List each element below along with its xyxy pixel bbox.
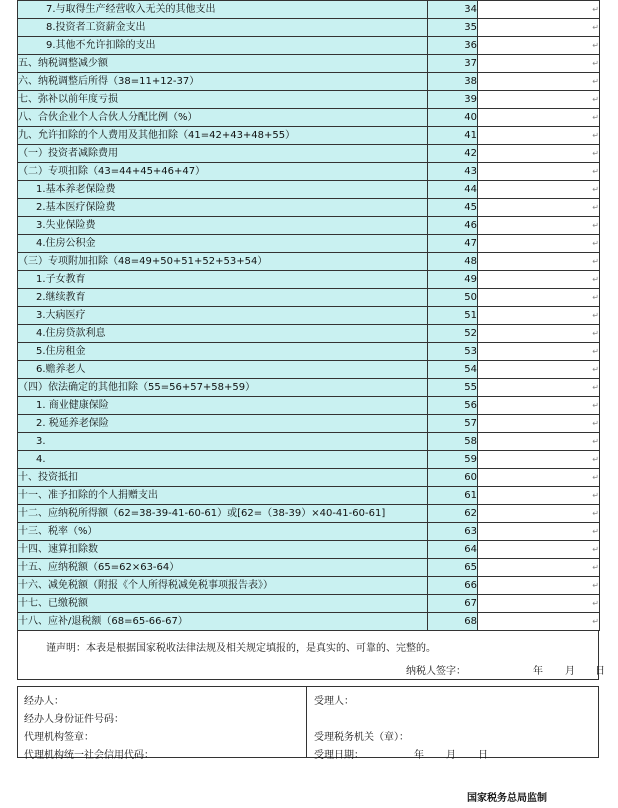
row-item-label: 1.基本养老保险费 — [18, 181, 428, 199]
row-item-label: 5.住房租金 — [18, 343, 428, 361]
footer-divider — [306, 687, 307, 757]
row-item-label: 9.其他不允许扣除的支出 — [18, 37, 428, 55]
row-number: 34 — [428, 1, 478, 19]
paragraph-mark-icon: ↵ — [592, 419, 599, 428]
row-item-label: 4.住房公积金 — [18, 235, 428, 253]
row-item-label: （二）专项扣除（43=44+45+46+47） — [18, 163, 428, 181]
tax-form-table — [17, 0, 600, 631]
row-number: 39 — [428, 91, 478, 109]
row-amount-field[interactable] — [478, 1, 600, 19]
tax-form-rows — [18, 1, 600, 631]
row-amount-field[interactable] — [478, 145, 600, 163]
row-number: 35 — [428, 19, 478, 37]
form-row — [18, 469, 600, 487]
form-row — [18, 433, 600, 451]
row-number: 58 — [428, 433, 478, 451]
paragraph-mark-icon: ↵ — [592, 131, 599, 140]
row-number: 44 — [428, 181, 478, 199]
paragraph-mark-icon: ↵ — [592, 293, 599, 302]
handling-info-block — [17, 686, 599, 761]
row-item-label: 十六、减免税额（附报《个人所得税减免税事项报告表》） — [18, 577, 428, 595]
declaration-day-label: 日 — [595, 666, 605, 677]
row-amount-field[interactable] — [478, 163, 600, 181]
paragraph-mark-icon: ↵ — [592, 545, 599, 554]
paragraph-mark-icon: ↵ — [592, 527, 599, 536]
row-item-label: （四）依法确定的其他扣除（55=56+57+58+59） — [18, 379, 428, 397]
row-amount-field[interactable] — [478, 253, 600, 271]
paragraph-mark-icon: ↵ — [592, 599, 599, 608]
row-amount-field[interactable] — [478, 433, 600, 451]
row-amount-field[interactable] — [478, 325, 600, 343]
row-amount-field[interactable] — [478, 127, 600, 145]
declaration-year-label: 年 — [533, 666, 543, 677]
row-amount-field[interactable] — [478, 523, 600, 541]
row-item-label: 3.大病医疗 — [18, 307, 428, 325]
row-amount-field[interactable] — [478, 505, 600, 523]
form-row — [18, 577, 600, 595]
row-amount-field[interactable] — [478, 559, 600, 577]
row-number: 49 — [428, 271, 478, 289]
row-item-label: 1.子女教育 — [18, 271, 428, 289]
paragraph-mark-icon: ↵ — [592, 617, 599, 626]
form-row — [18, 613, 600, 631]
paragraph-mark-icon: ↵ — [592, 401, 599, 410]
form-row — [18, 163, 600, 181]
receiver-label: 受理人： — [314, 696, 354, 707]
form-row — [18, 379, 600, 397]
form-row — [18, 523, 600, 541]
row-item-label: 五、纳税调整减少额 — [18, 55, 428, 73]
form-row — [18, 415, 600, 433]
row-item-label: 十一、准予扣除的个人捐赠支出 — [18, 487, 428, 505]
row-number: 46 — [428, 217, 478, 235]
row-amount-field[interactable] — [478, 541, 600, 559]
row-amount-field[interactable] — [478, 289, 600, 307]
paragraph-mark-icon: ↵ — [592, 149, 599, 158]
paragraph-mark-icon: ↵ — [592, 221, 599, 230]
paragraph-mark-icon: ↵ — [592, 257, 599, 266]
paragraph-mark-icon: ↵ — [592, 185, 599, 194]
row-item-label: 六、纳税调整后所得（38=11+12-37） — [18, 73, 428, 91]
row-amount-field[interactable] — [478, 37, 600, 55]
form-row — [18, 253, 600, 271]
row-number: 50 — [428, 289, 478, 307]
agent-label: 经办人： — [24, 696, 64, 707]
form-row — [18, 505, 600, 523]
paragraph-mark-icon: ↵ — [592, 563, 599, 572]
form-row — [18, 109, 600, 127]
form-row — [18, 91, 600, 109]
paragraph-mark-icon: ↵ — [592, 455, 599, 464]
form-row — [18, 397, 600, 415]
row-number: 66 — [428, 577, 478, 595]
row-number: 40 — [428, 109, 478, 127]
row-item-label: 十三、税率（%） — [18, 523, 428, 541]
tax-office-label: 受理税务机关（章）： — [314, 732, 409, 743]
receive-day-label: 日 — [478, 750, 488, 761]
agency-seal-label: 代理机构签章： — [24, 732, 94, 743]
form-row — [18, 73, 600, 91]
paragraph-mark-icon: ↵ — [592, 5, 599, 14]
receive-date-label: 受理日期： — [314, 750, 364, 761]
agency-code-label: 代理机构统一社会信用代码： — [24, 750, 154, 761]
paragraph-mark-icon: ↵ — [592, 239, 599, 248]
row-item-label: 3.失业保险费 — [18, 217, 428, 235]
paragraph-mark-icon: ↵ — [592, 95, 599, 104]
form-row — [18, 1, 600, 19]
form-row — [18, 181, 600, 199]
paragraph-mark-icon: ↵ — [592, 347, 599, 356]
row-number: 53 — [428, 343, 478, 361]
row-amount-field[interactable] — [478, 487, 600, 505]
form-row — [18, 487, 600, 505]
row-amount-field[interactable] — [478, 451, 600, 469]
paragraph-mark-icon: ↵ — [592, 167, 599, 176]
form-row — [18, 361, 600, 379]
row-item-label: （一）投资者减除费用 — [18, 145, 428, 163]
paragraph-mark-icon: ↵ — [592, 311, 599, 320]
row-number: 61 — [428, 487, 478, 505]
form-row — [18, 217, 600, 235]
row-number: 65 — [428, 559, 478, 577]
row-item-label: 八、合伙企业个人合伙人分配比例（%） — [18, 109, 428, 127]
row-number: 60 — [428, 469, 478, 487]
form-row — [18, 451, 600, 469]
row-item-label: 十八、应补/退税额（68=65-66-67） — [18, 613, 428, 631]
row-item-label: 九、允许扣除的个人费用及其他扣除（41=42+43+48+55） — [18, 127, 428, 145]
declaration-month-label: 月 — [565, 666, 575, 677]
row-amount-field[interactable] — [478, 19, 600, 37]
row-amount-field[interactable] — [478, 397, 600, 415]
agent-id-label: 经办人身份证件号码： — [24, 714, 124, 725]
tax-form-sheet — [17, 0, 605, 761]
declaration-block — [17, 631, 605, 680]
row-number: 52 — [428, 325, 478, 343]
row-number: 54 — [428, 361, 478, 379]
receive-month-label: 月 — [446, 750, 456, 761]
paragraph-mark-icon: ↵ — [592, 365, 599, 374]
form-row — [18, 19, 600, 37]
row-amount-field[interactable] — [478, 199, 600, 217]
row-item-label: 4.住房贷款利息 — [18, 325, 428, 343]
row-amount-field[interactable] — [478, 271, 600, 289]
issuing-bureau: 国家税务总局监制 — [467, 793, 547, 804]
row-amount-field[interactable] — [478, 235, 600, 253]
row-item-label: 七、弥补以前年度亏损 — [18, 91, 428, 109]
row-item-label: 2. 税延养老保险 — [18, 415, 428, 433]
row-number: 43 — [428, 163, 478, 181]
row-amount-field[interactable] — [478, 343, 600, 361]
row-number: 63 — [428, 523, 478, 541]
row-number: 68 — [428, 613, 478, 631]
form-row — [18, 235, 600, 253]
form-row — [18, 325, 600, 343]
form-row — [18, 595, 600, 613]
row-number: 41 — [428, 127, 478, 145]
row-amount-field[interactable] — [478, 613, 600, 631]
form-row — [18, 37, 600, 55]
row-number: 56 — [428, 397, 478, 415]
row-item-label: 4. — [18, 451, 428, 469]
row-number: 38 — [428, 73, 478, 91]
row-item-label: 8.投资者工资薪金支出 — [18, 19, 428, 37]
row-amount-field[interactable] — [478, 577, 600, 595]
row-number: 37 — [428, 55, 478, 73]
paragraph-mark-icon: ↵ — [592, 113, 599, 122]
row-item-label: 十五、应纳税额（65=62×63-64） — [18, 559, 428, 577]
paragraph-mark-icon: ↵ — [592, 509, 599, 518]
taxpayer-signature-label: 纳税人签字： — [406, 666, 466, 677]
paragraph-mark-icon: ↵ — [592, 329, 599, 338]
declaration-statement: 谨声明：本表是根据国家税收法律法规及相关规定填报的，是真实的、可靠的、完整的。 — [46, 643, 436, 654]
paragraph-mark-icon: ↵ — [592, 203, 599, 212]
form-row — [18, 127, 600, 145]
paragraph-mark-icon: ↵ — [592, 275, 599, 284]
row-amount-field[interactable] — [478, 415, 600, 433]
row-item-label: 十、投资抵扣 — [18, 469, 428, 487]
paragraph-mark-icon: ↵ — [592, 41, 599, 50]
row-number: 62 — [428, 505, 478, 523]
row-item-label: 十七、已缴税额 — [18, 595, 428, 613]
row-item-label: 6.赡养老人 — [18, 361, 428, 379]
row-item-label: 3. — [18, 433, 428, 451]
row-amount-field[interactable] — [478, 469, 600, 487]
row-amount-field[interactable] — [478, 109, 600, 127]
receive-year-label: 年 — [414, 750, 424, 761]
row-item-label: 十二、应纳税所得额（62=38-39-41-60-61）或[62=（38-39）×40-41-60-61] — [18, 505, 428, 523]
paragraph-mark-icon: ↵ — [592, 23, 599, 32]
row-number: 59 — [428, 451, 478, 469]
row-number: 57 — [428, 415, 478, 433]
row-number: 47 — [428, 235, 478, 253]
row-number: 64 — [428, 541, 478, 559]
form-row — [18, 307, 600, 325]
row-number: 48 — [428, 253, 478, 271]
form-row — [18, 145, 600, 163]
row-amount-field[interactable] — [478, 181, 600, 199]
row-number: 42 — [428, 145, 478, 163]
paragraph-mark-icon: ↵ — [592, 437, 599, 446]
row-amount-field[interactable] — [478, 73, 600, 91]
row-amount-field[interactable] — [478, 595, 600, 613]
row-amount-field[interactable] — [478, 55, 600, 73]
form-row — [18, 343, 600, 361]
form-row — [18, 289, 600, 307]
paragraph-mark-icon: ↵ — [592, 473, 599, 482]
row-number: 55 — [428, 379, 478, 397]
row-number: 45 — [428, 199, 478, 217]
row-amount-field[interactable] — [478, 217, 600, 235]
paragraph-mark-icon: ↵ — [592, 383, 599, 392]
row-number: 36 — [428, 37, 478, 55]
row-number: 51 — [428, 307, 478, 325]
form-row — [18, 271, 600, 289]
form-row — [18, 55, 600, 73]
paragraph-mark-icon: ↵ — [592, 77, 599, 86]
paragraph-mark-icon: ↵ — [592, 581, 599, 590]
row-item-label: 7.与取得生产经营收入无关的其他支出 — [18, 1, 428, 19]
row-item-label: （三）专项附加扣除（48=49+50+51+52+53+54） — [18, 253, 428, 271]
paragraph-mark-icon: ↵ — [592, 59, 599, 68]
row-item-label: 十四、速算扣除数 — [18, 541, 428, 559]
row-amount-field[interactable] — [478, 361, 600, 379]
form-row — [18, 541, 600, 559]
row-item-label: 2.基本医疗保险费 — [18, 199, 428, 217]
paragraph-mark-icon: ↵ — [592, 491, 599, 500]
form-row — [18, 199, 600, 217]
row-amount-field[interactable] — [478, 91, 600, 109]
row-item-label: 1. 商业健康保险 — [18, 397, 428, 415]
row-number: 67 — [428, 595, 478, 613]
form-row — [18, 559, 600, 577]
row-amount-field[interactable] — [478, 307, 600, 325]
row-amount-field[interactable] — [478, 379, 600, 397]
row-item-label: 2.继续教育 — [18, 289, 428, 307]
